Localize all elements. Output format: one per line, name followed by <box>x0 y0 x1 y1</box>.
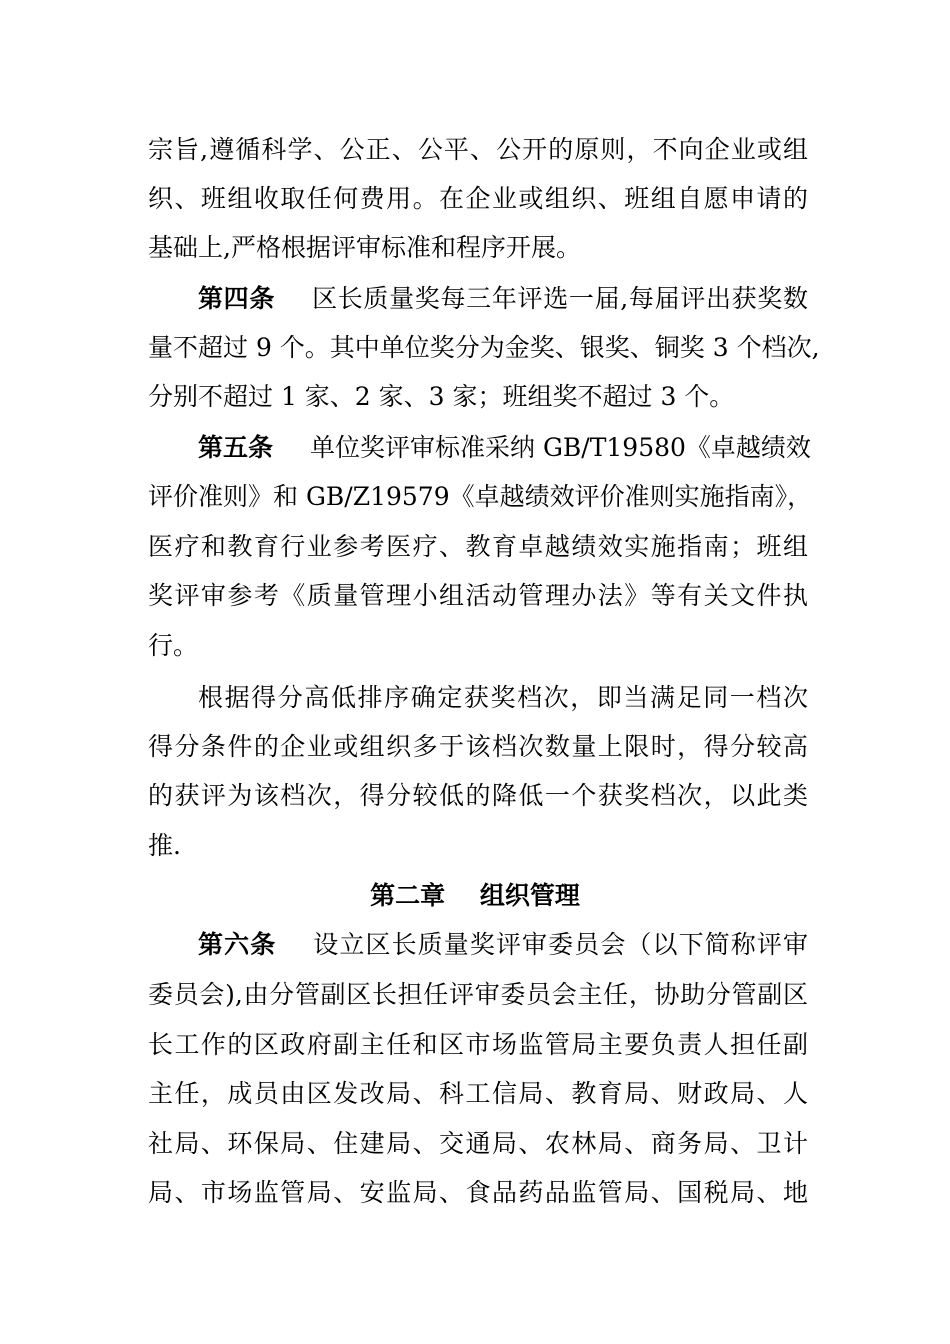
paragraph-line: 基础上,严格根据评审标准和程序开展。 <box>148 233 581 262</box>
article-6-label: 第六条 <box>198 930 277 959</box>
paragraph-line: 长工作的区政府副主任和区市场监管局主要负责人担任副 <box>148 1030 808 1059</box>
paragraph-line: 量不超过 9 个。其中单位奖分为金奖、银奖、铜奖 3 个档次, <box>148 333 820 362</box>
article-6-first-line <box>198 920 808 970</box>
article-5-first-line <box>198 423 811 473</box>
paragraph-line: 主任，成员由区发改局、科工信局、教育局、财政局、人 <box>148 1079 808 1108</box>
paragraph-line: 宗旨,遵循科学、公正、公平、公开的原则，不向企业或组 <box>148 135 808 164</box>
paragraph-line: 得分条件的企业或组织多于该档次数量上限时，得分较高 <box>148 732 808 761</box>
article-4-text: 区长质量奖每三年评选一届,每届评出获奖数 <box>312 284 808 313</box>
paragraph-line: 评价准则》和 GB/Z19579《卓越绩效评价准则实施指南》， <box>148 482 813 511</box>
article-5-label: 第五条 <box>198 433 274 462</box>
article-4-first-line <box>198 274 808 324</box>
paragraph-line: 局、市场监管局、安监局、食品药品监管局、国税局、地 <box>148 1178 808 1207</box>
paragraph-line: 推. <box>148 831 181 860</box>
article-6-text: 设立区长质量奖评审委员会（以下简称评审 <box>313 930 808 959</box>
paragraph-line: 委员会),由分管副区长担任评审委员会主任，协助分管副区 <box>148 980 808 1009</box>
paragraph-line: 分别不超过 1 家、2 家、3 家；班组奖不超过 3 个。 <box>148 382 735 411</box>
paragraph-line: 根据得分高低排序确定获奖档次，即当满足同一档次 <box>198 683 808 712</box>
paragraph-line: 医疗和教育行业参考医疗、教育卓越绩效实施指南；班组 <box>148 532 808 561</box>
paragraph-line: 行。 <box>148 631 199 660</box>
article-4-label: 第四条 <box>198 284 276 313</box>
chapter-heading: 第二章 组织管理 <box>370 881 580 910</box>
paragraph-line: 织、班组收取任何费用。在企业或组织、班组自愿申请的 <box>148 184 808 213</box>
paragraph-line: 社局、环保局、住建局、交通局、农林局、商务局、卫计 <box>148 1129 808 1158</box>
paragraph-line: 的获评为该档次，得分较低的降低一个获奖档次，以此类 <box>148 781 808 810</box>
paragraph-line: 奖评审参考《质量管理小组活动管理办法》等有关文件执 <box>148 581 808 610</box>
article-5-text: 单位奖评审标准采纳 GB/T19580《卓越绩效 <box>310 433 811 462</box>
